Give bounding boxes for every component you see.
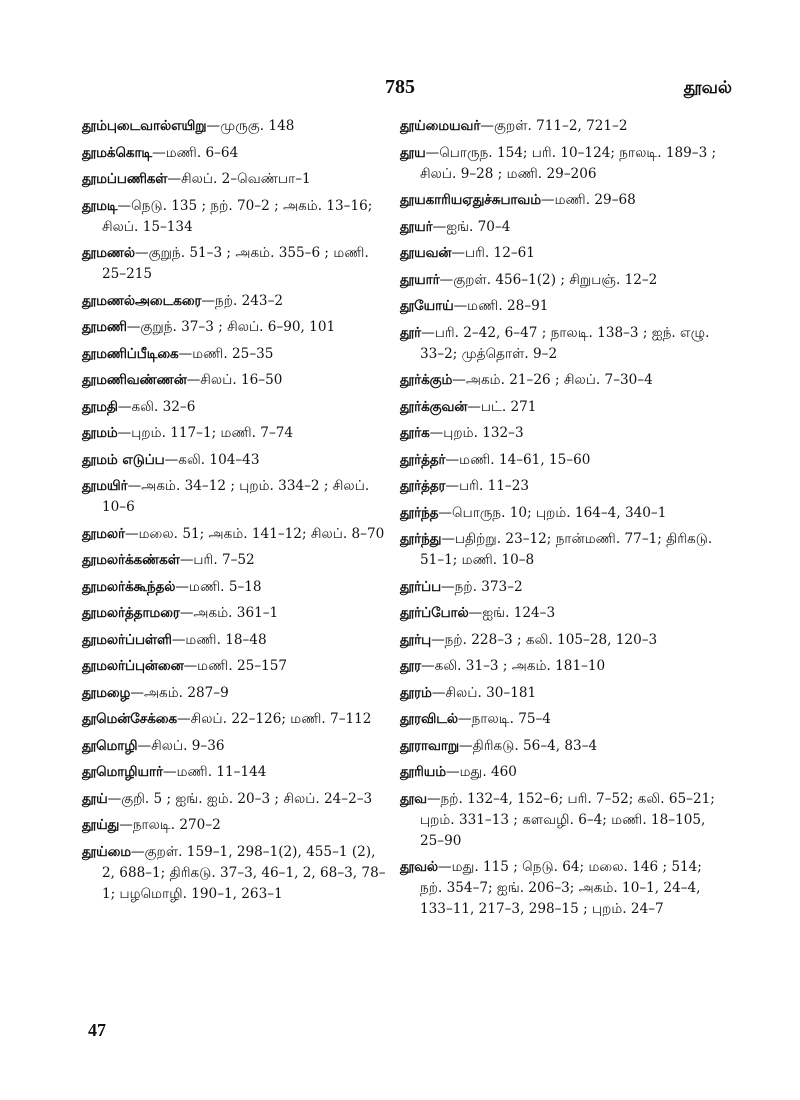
entry-references: —திரிகடு. 56–4, 83–4 — [459, 737, 598, 754]
index-entry — [82, 397, 387, 418]
entry-references: —மணி. 14–61, 15–60 — [445, 451, 591, 468]
entry-references: —மது. 460 — [446, 764, 517, 780]
entry-headword: தூய — [400, 145, 426, 161]
entry-headword: தூமப்பணிகள் — [82, 172, 168, 187]
index-entry — [82, 524, 387, 545]
entry-references: —குறள். 159–1, 298–1(2), 455–1 (2), 2, 688–1; திரிகடு. 37–3, 46–1, 2, 68–3, 78–1; பழமொழி. 190–1, 263–1 — [102, 843, 386, 902]
index-entry — [82, 842, 387, 905]
entry-headword: தூயகாரியஏதுச்சுபாவம் — [400, 193, 542, 208]
entry-references: —பரி. 12–61 — [451, 245, 535, 261]
index-entry — [82, 550, 387, 571]
index-entry — [400, 217, 720, 238]
entry-references: —அகம். 287–9 — [130, 684, 229, 701]
index-entry — [82, 789, 387, 810]
entry-headword: தூர்த்தர — [400, 479, 446, 494]
entry-headword: தூர்த்தர் — [400, 452, 446, 468]
entry-headword: தூமலர்ப்புன்னை — [82, 659, 184, 674]
entry-references: —புறம். 132–3 — [429, 425, 524, 441]
index-entry — [400, 656, 720, 677]
index-entry — [82, 450, 387, 471]
index-entry — [82, 169, 387, 190]
entry-references: —மணி. 5–18 — [175, 578, 262, 595]
entry-references: —கலி. 32–6 — [117, 398, 196, 415]
entry-references: —நற். 228–3 ; கலி. 105–28, 120–3 — [431, 631, 658, 648]
entry-references: —நற். 243–2 — [201, 292, 284, 309]
entry-headword: தூமொழியார் — [82, 765, 163, 780]
index-entry — [400, 789, 720, 852]
entry-headword: தூமம் எடுப்ப — [82, 452, 165, 468]
index-entry — [400, 630, 720, 651]
index-entry — [82, 603, 387, 624]
entry-references: —பதிற்று. 23–12; நான்மணி. 77–1; திரிகடு. 51–1; மணி. 10–8 — [420, 531, 713, 568]
index-entry — [400, 857, 720, 920]
left-column — [82, 116, 387, 910]
entry-references: —அகம். 361–1 — [179, 605, 279, 621]
entry-headword: தூய்மையவர் — [400, 119, 481, 134]
entry-references: —நற். 132–4, 152–6; பரி. 7–52; கலி. 65–21; புறம். 331–13 ; களவழி. 6–4; மணி. 18–105, 25–90 — [420, 790, 715, 849]
entry-references: —மலை. 51; அகம். 141–12; சிலப். 8–70 — [125, 525, 385, 542]
entry-headword: தூமணல்அடைகரை — [82, 293, 202, 309]
index-entry — [82, 116, 387, 137]
index-entry — [82, 709, 387, 730]
entry-headword: தூமென்சேக்கை — [82, 712, 178, 727]
entry-headword: தூமலர்த்தாமரை — [82, 606, 180, 621]
entry-headword: தூமடி — [82, 198, 118, 214]
index-entry — [400, 503, 720, 524]
index-entry — [82, 656, 387, 677]
entry-headword: தூமக்கொடி — [82, 145, 153, 161]
entry-references: —அகம். 34–12 ; புறம். 334–2 ; சிலப். 10–6 — [102, 478, 370, 515]
index-entry — [82, 317, 387, 338]
entry-headword: தூய்து — [82, 818, 120, 833]
entry-references: —குறுந். 37–3 ; சிலப். 6–90, 101 — [126, 319, 336, 335]
entry-headword: தூமலர்க்கூந்தல் — [82, 579, 176, 595]
entry-references: —பொருந. 154; பரி. 10–124; நாலடி. 189–3 ; சிலப். 9–28 ; மணி. 29–206 — [420, 144, 717, 182]
entry-headword: தூயவன் — [400, 246, 452, 261]
index-entry — [82, 630, 387, 651]
entry-references: —குறள். 711–2, 721–2 — [480, 118, 628, 134]
index-entry — [82, 736, 387, 757]
entry-references: —ஐங். 70–4 — [432, 218, 511, 235]
right-column — [400, 116, 720, 926]
entry-references: —குறுந். 51–3 ; அகம். 355–6 ; மணி. 25–215 — [102, 245, 369, 282]
entry-references: —சிலப். 22–126; மணி. 7–112 — [177, 711, 372, 727]
entry-headword: தூர — [400, 659, 422, 674]
entry-references: —பொருந. 10; புறம். 164–4, 340–1 — [438, 504, 667, 521]
index-entry — [400, 603, 720, 624]
page-number: 785 — [385, 76, 415, 98]
index-entry — [82, 196, 387, 238]
entry-references: —மணி. 6–64 — [152, 144, 239, 161]
entry-references: —நெடு. 135 ; நற். 70–2 ; அகம். 13–16; சிலப். 15–134 — [102, 197, 373, 235]
entry-references: —குறி. 5 ; ஐங். ஐம். 20–3 ; சிலப். 24–2–3 — [107, 790, 373, 807]
entry-references: —மணி. 18–48 — [171, 631, 267, 648]
entry-headword: தூமலர்க்கண்கள் — [82, 553, 180, 568]
entry-references: —நற். 373–2 — [441, 578, 523, 595]
entry-headword: தூமதி — [82, 399, 118, 415]
index-entry — [82, 344, 387, 365]
entry-headword: தூர்க்குவன் — [400, 399, 468, 415]
entry-headword: தூமொழி — [82, 738, 138, 754]
entry-references: —மது. 115 ; நெடு. 64; மலை. 146 ; 514; நற். 354–7; ஐங். 206–3; அகம். 10–1, 24–4, 133–11, 217–3, 298–15 ; புறம். 24–7 — [420, 859, 702, 917]
entry-references: —பட். 271 — [467, 398, 537, 415]
entry-references: —கலி. 31–3 ; அகம். 181–10 — [421, 658, 606, 674]
entry-headword: தூய்மை — [82, 844, 132, 860]
entry-references: —பரி. 11–23 — [445, 478, 529, 494]
entry-headword: தூமலர் — [82, 526, 125, 542]
index-entry — [400, 709, 720, 730]
index-entry — [82, 143, 387, 164]
entry-headword: தூர்ந்த — [400, 505, 439, 521]
index-entry — [82, 762, 387, 783]
entry-headword: தூரம் — [400, 685, 432, 701]
folio-number: 47 — [88, 1020, 106, 1040]
index-entry — [400, 116, 720, 137]
index-entry — [400, 370, 720, 391]
entry-references: —கலி. 104–43 — [164, 451, 260, 468]
entry-references: —நாலடி. 75–4 — [458, 711, 551, 727]
entry-headword: தூயார் — [400, 272, 440, 288]
entry-headword: தூயோய் — [400, 299, 454, 314]
index-entry — [82, 577, 387, 598]
entry-headword: தூய் — [82, 791, 108, 807]
entry-references: —மணி. 11–144 — [162, 764, 267, 780]
entry-headword: தூர்பு — [400, 632, 432, 648]
index-entry — [82, 291, 387, 312]
entry-headword: தூமணிப்பீடிகை — [82, 346, 179, 362]
entry-references: —நாலடி. 270–2 — [119, 817, 221, 833]
index-entry — [82, 815, 387, 836]
entry-headword: தூமலர்ப்பள்ளி — [82, 632, 172, 648]
entry-references: —புறம். 117–1; மணி. 7–74 — [117, 425, 294, 441]
index-entry — [400, 296, 720, 317]
entry-references: —பரி. 7–52 — [179, 552, 255, 568]
index-entry — [82, 476, 387, 518]
index-entry — [400, 683, 720, 704]
index-entry — [400, 143, 720, 185]
entry-headword: தூர்ப்ப — [400, 579, 442, 595]
entry-headword: தூர்க்கும் — [400, 373, 453, 388]
entry-references: —சிலப். 16–50 — [186, 372, 283, 388]
entry-headword: தூர் — [400, 325, 422, 341]
index-entry — [400, 450, 720, 471]
index-entry — [400, 270, 720, 291]
entry-headword: தூரியம் — [400, 765, 447, 780]
index-entry — [400, 476, 720, 497]
entry-references: —மணி. 29–68 — [541, 192, 636, 208]
entry-headword: தூராவாறு — [400, 738, 460, 754]
index-entry — [400, 397, 720, 418]
index-entry — [400, 323, 720, 365]
index-entry — [400, 423, 720, 444]
entry-headword: தூமயிர் — [82, 479, 128, 494]
index-entry — [400, 529, 720, 571]
index-entry — [400, 243, 720, 264]
entry-references: —மணி. 25–157 — [183, 658, 288, 674]
entry-headword: தூமணல் — [82, 246, 136, 261]
entry-references: —மணி. 28–91 — [453, 298, 549, 314]
entry-references: —மணி. 25–35 — [178, 345, 274, 362]
entry-headword: தூர்ப்போல் — [400, 606, 469, 621]
index-entry — [400, 762, 720, 783]
index-entry — [400, 577, 720, 598]
entry-references: —பரி. 2–42, 6–47 ; நாலடி. 138–3 ; ஐந். எழு. 33–2; முத்தொள். 9–2 — [420, 324, 710, 362]
entry-headword: தூரவிடல் — [400, 712, 459, 727]
entry-references: —சிலப். 9–36 — [137, 737, 225, 754]
entry-headword: தூர்க — [400, 426, 430, 441]
entry-references: —முருகு. 148 — [206, 118, 295, 134]
index-entry — [82, 683, 387, 704]
entry-references: —அகம். 21–26 ; சிலப். 7–30–4 — [452, 372, 653, 388]
entry-headword: தூர்ந்து — [400, 532, 442, 547]
running-head: தூவல் — [683, 78, 732, 98]
entry-headword: தூமழை — [82, 685, 131, 701]
index-entry — [82, 423, 387, 444]
entry-references: —சிலப். 2–வெண்பா–1 — [167, 171, 311, 187]
entry-headword: தூவ — [400, 791, 427, 807]
index-entry — [82, 243, 387, 285]
entry-headword: தூவல் — [400, 860, 439, 875]
index-entry — [82, 370, 387, 391]
entry-headword: தூயர் — [400, 219, 433, 235]
entry-references: —சிலப். 30–181 — [431, 684, 537, 701]
entry-headword: தூமம் — [82, 426, 118, 441]
entry-headword: தூமணிவண்ணன் — [82, 373, 187, 388]
entry-references: —ஐங். 124–3 — [468, 605, 556, 621]
index-entry — [400, 736, 720, 757]
entry-headword: தூமணி — [82, 320, 127, 335]
entry-headword: தூம்புடைவால்எயிறு — [82, 119, 207, 134]
entry-references: —குறள். 456–1(2) ; சிறுபஞ். 12–2 — [439, 271, 658, 288]
index-entry — [400, 190, 720, 211]
